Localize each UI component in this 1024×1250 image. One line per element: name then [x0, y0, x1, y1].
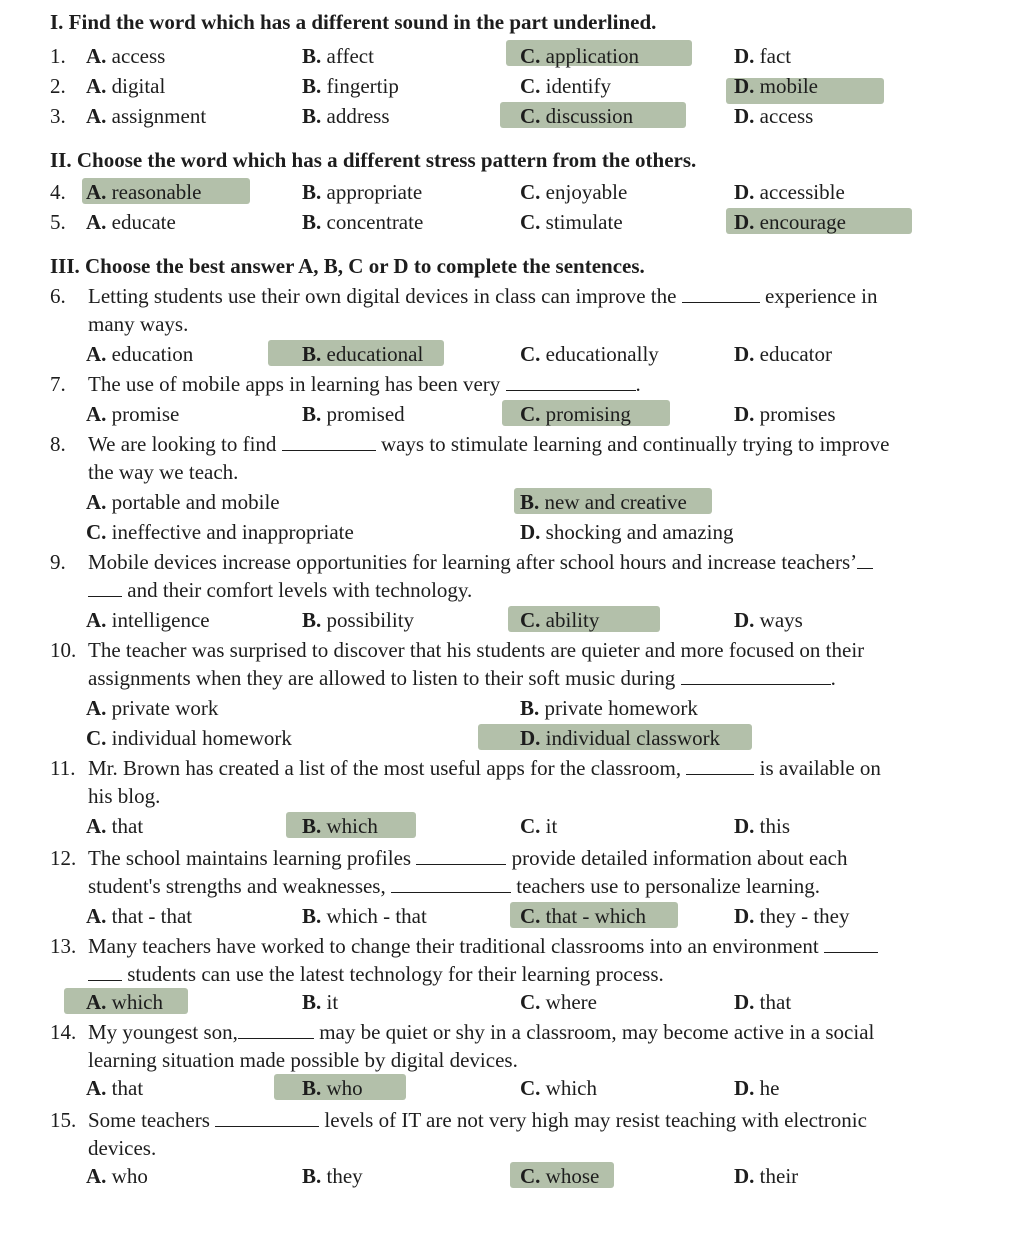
option-b: B. promised [302, 402, 405, 426]
option-d: D. ways [734, 608, 803, 632]
question-number: 14. [50, 1020, 77, 1044]
answer-blank-2[interactable] [391, 874, 511, 893]
question-text-cont: the way we teach. [88, 460, 239, 484]
section-1-heading: I. Find the word which has a different sound in the part underlined. [50, 10, 657, 34]
question-number: 3. [50, 104, 66, 128]
option-c: C. ability [520, 608, 600, 632]
option-b: B. they [302, 1164, 363, 1188]
option-b: B. affect [302, 44, 374, 68]
question-number: 4. [50, 180, 66, 204]
option-c: C. ineffective and inappropriate [86, 520, 354, 544]
option-d: D. encourage [734, 210, 846, 234]
option-a: A. private work [86, 696, 219, 720]
option-d: D. that [734, 990, 792, 1014]
answer-blank[interactable] [506, 372, 636, 391]
option-b: B. private homework [520, 696, 698, 720]
question-number: 8. [50, 432, 66, 456]
answer-blank-cont[interactable] [88, 962, 122, 981]
answer-blank[interactable] [857, 550, 873, 569]
answer-blank[interactable] [282, 432, 376, 451]
answer-blank-1[interactable] [416, 846, 506, 865]
option-c: C. identify [520, 74, 611, 98]
option-a: A. portable and mobile [86, 490, 280, 514]
option-d: D. their [734, 1164, 799, 1188]
option-b: B. it [302, 990, 339, 1014]
answer-blank-cont[interactable] [88, 578, 122, 597]
option-a: A. reasonable [86, 180, 202, 204]
question-text-cont: student's strengths and weaknesses, teachers use to personalize learning. [88, 874, 821, 898]
option-c: C. individual homework [86, 726, 292, 750]
answer-blank[interactable] [824, 934, 878, 953]
option-d: D. shocking and amazing [520, 520, 734, 544]
question-number: 5. [50, 210, 66, 234]
option-b: B. new and creative [520, 490, 687, 514]
question-number: 10. [50, 638, 77, 662]
option-d: D. access [734, 104, 814, 128]
question-text: My youngest son, may be quiet or shy in a classroom, may become active in a social [88, 1020, 875, 1044]
option-a: A. access [86, 44, 166, 68]
option-b: B. appropriate [302, 180, 423, 204]
question-number: 11. [50, 756, 76, 780]
option-c: C. which [520, 1076, 597, 1100]
option-a: A. education [86, 342, 194, 366]
option-d: D. mobile [734, 74, 818, 98]
option-c: C. where [520, 990, 597, 1014]
answer-blank[interactable] [681, 666, 831, 685]
option-c: C. it [520, 814, 558, 838]
option-a: A. that - that [86, 904, 193, 928]
question-text-cont: students can use the latest technology for their learning process. [88, 960, 664, 988]
option-b: B. possibility [302, 608, 415, 632]
option-c: C. stimulate [520, 210, 623, 234]
option-a: A. which [86, 990, 163, 1014]
option-a: A. intelligence [86, 608, 210, 632]
question-text-cont: devices. [88, 1136, 157, 1160]
option-a: A. assignment [86, 104, 207, 128]
question-text: We are looking to find ways to stimulate learning and continually trying to improve [88, 432, 890, 456]
question-number: 7. [50, 372, 66, 396]
option-c: C. that - which [520, 904, 646, 928]
option-a: A. digital [86, 74, 166, 98]
section-2-heading: II. Choose the word which has a different stress pattern from the others. [50, 148, 697, 172]
question-text: Many teachers have worked to change their traditional classrooms into an environment [88, 932, 878, 960]
question-text: The use of mobile apps in learning has been very . [88, 372, 641, 396]
answer-blank[interactable] [215, 1108, 319, 1127]
section-3-heading: III. Choose the best answer A, B, C or D to complete the sentences. [50, 254, 645, 278]
question-text: Mobile devices increase opportunities for learning after school hours and increase teachers’ [88, 548, 873, 576]
option-a: A. promise [86, 402, 180, 426]
option-b: B. who [302, 1076, 363, 1100]
question-text: Letting students use their own digital devices in class can improve the experience in [88, 284, 878, 308]
question-number: 1. [50, 44, 66, 68]
option-b: B. which - that [302, 904, 427, 928]
option-a: A. that [86, 1076, 144, 1100]
question-text: Mr. Brown has created a list of the most useful apps for the classroom, is available on [88, 756, 881, 780]
question-text: The teacher was surprised to discover that his students are quieter and more focused on their [88, 638, 865, 662]
question-text-cont: assignments when they are allowed to listen to their soft music during . [88, 666, 836, 690]
answer-blank[interactable] [238, 1020, 314, 1039]
question-text-cont: learning situation made possible by digital devices. [88, 1048, 518, 1072]
question-number: 6. [50, 284, 66, 308]
question-text-cont: his blog. [88, 784, 161, 808]
question-text-cont: many ways. [88, 312, 189, 336]
option-a: A. that [86, 814, 144, 838]
option-d: D. he [734, 1076, 780, 1100]
option-b: B. educational [302, 342, 424, 366]
option-c: C. enjoyable [520, 180, 628, 204]
question-number: 15. [50, 1108, 77, 1132]
option-d: D. educator [734, 342, 832, 366]
option-b: B. fingertip [302, 74, 399, 98]
option-d: D. promises [734, 402, 836, 426]
question-text: Some teachers levels of IT are not very high may resist teaching with electronic [88, 1108, 867, 1132]
option-b: B. address [302, 104, 390, 128]
option-d: D. individual classwork [520, 726, 721, 750]
option-c: C. discussion [520, 104, 634, 128]
option-a: A. educate [86, 210, 176, 234]
option-d: D. fact [734, 44, 792, 68]
question-text-cont: and their comfort levels with technology. [88, 576, 472, 604]
option-c: C. educationally [520, 342, 659, 366]
option-d: D. they - they [734, 904, 850, 928]
answer-blank[interactable] [686, 756, 754, 775]
question-text: The school maintains learning profiles provide detailed information about each [88, 846, 848, 870]
option-b: B. concentrate [302, 210, 424, 234]
question-number: 9. [50, 550, 66, 574]
option-a: A. who [86, 1164, 148, 1188]
option-b: B. which [302, 814, 378, 838]
option-d: D. accessible [734, 180, 845, 204]
question-number: 2. [50, 74, 66, 98]
answer-blank[interactable] [682, 284, 760, 303]
question-number: 12. [50, 846, 77, 870]
option-c: C. whose [520, 1164, 600, 1188]
option-c: C. promising [520, 402, 631, 426]
question-number: 13. [50, 934, 77, 958]
option-d: D. this [734, 814, 791, 838]
option-c: C. application [520, 44, 639, 68]
